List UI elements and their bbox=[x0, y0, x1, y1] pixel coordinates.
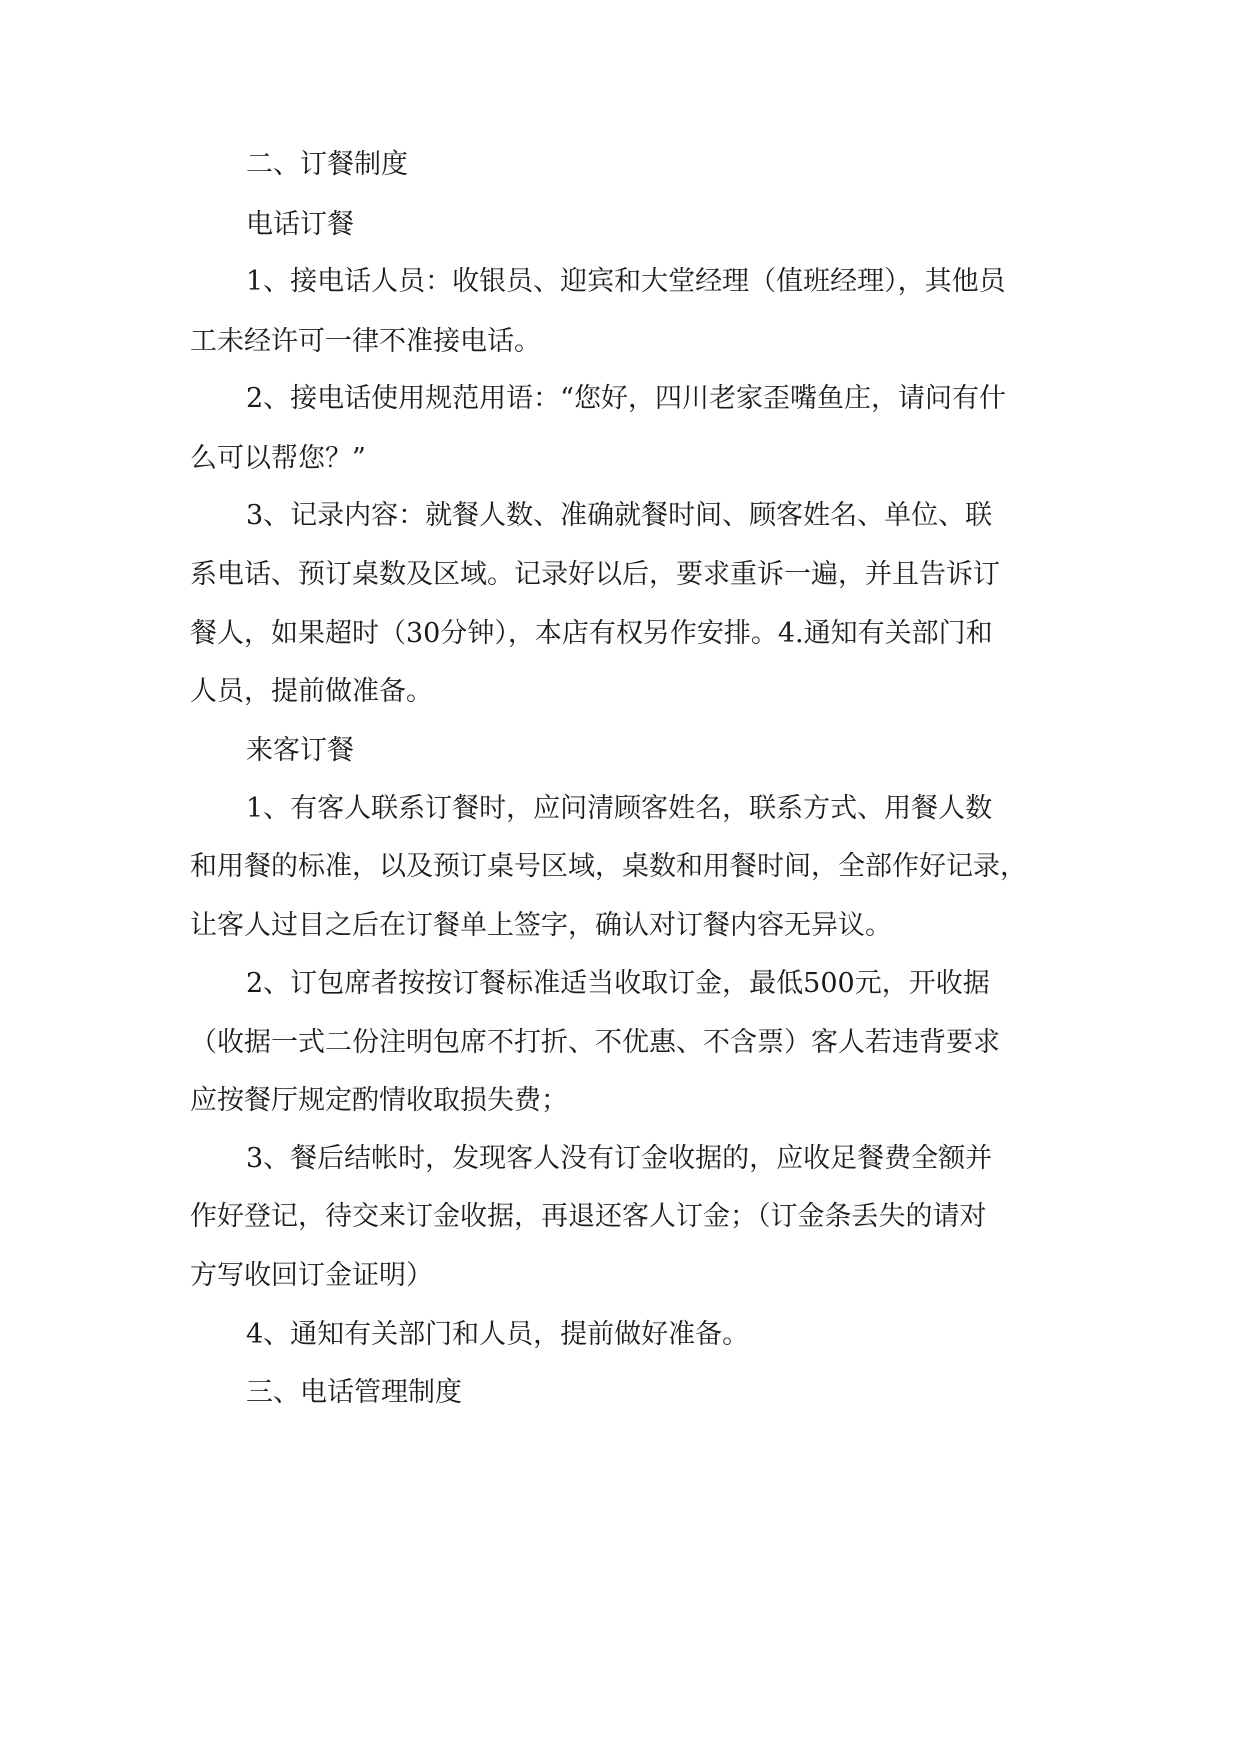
section-heading-phone-management: 三、电话管理制度 bbox=[246, 1377, 462, 1408]
paragraph-line: 4、通知有关部门和人员，提前做好准备。 bbox=[246, 1319, 750, 1350]
paragraph-line: 和用餐的标准，以及预订桌号区域，桌数和用餐时间，全部作好记录， bbox=[190, 851, 1027, 882]
paragraph-line: 么可以帮您？” bbox=[190, 443, 366, 474]
paragraph-line: 3、记录内容：就餐人数、准确就餐时间、顾客姓名、单位、联 bbox=[246, 500, 993, 531]
paragraph-line: 让客人过目之后在订餐单上签字，确认对订餐内容无异议。 bbox=[190, 910, 892, 941]
paragraph-line: 作好登记，待交来订金收据，再退还客人订金；（订金条丢失的请对 bbox=[190, 1201, 987, 1232]
paragraph-line: 2、订包席者按按订餐标准适当收取订金，最低500元，开收据 bbox=[246, 968, 990, 999]
paragraph-line: 工未经许可一律不准接电话。 bbox=[190, 326, 541, 357]
subheading-phone-ordering: 电话订餐 bbox=[246, 209, 354, 240]
paragraph-line: 人员，提前做准备。 bbox=[190, 676, 433, 707]
subheading-walk-in-ordering: 来客订餐 bbox=[246, 735, 354, 766]
paragraph-line: 1、有客人联系订餐时，应问清顾客姓名，联系方式、用餐人数 bbox=[246, 793, 993, 824]
paragraph-line: （收据一式二份注明包席不打折、不优惠、不含票）客人若违背要求 bbox=[190, 1027, 1000, 1058]
paragraph-line: 方写收回订金证明） bbox=[190, 1260, 433, 1291]
paragraph-line: 1、接电话人员：收银员、迎宾和大堂经理（值班经理），其他员 bbox=[246, 266, 1006, 297]
paragraph-line: 3、餐后结帐时，发现客人没有订金收据的，应收足餐费全额并 bbox=[246, 1143, 993, 1174]
paragraph-line: 应按餐厅规定酌情收取损失费； bbox=[190, 1085, 568, 1116]
paragraph-line: 2、接电话使用规范用语：“您好，四川老家歪嘴鱼庄，请问有什 bbox=[246, 383, 1006, 414]
section-heading-ordering-policy: 二、订餐制度 bbox=[246, 149, 408, 180]
paragraph-line: 系电话、预订桌数及区域。记录好以后，要求重诉一遍，并且告诉订 bbox=[190, 559, 1000, 590]
paragraph-line: 餐人，如果超时（30分钟），本店有权另作安排。4.通知有关部门和 bbox=[190, 618, 993, 649]
